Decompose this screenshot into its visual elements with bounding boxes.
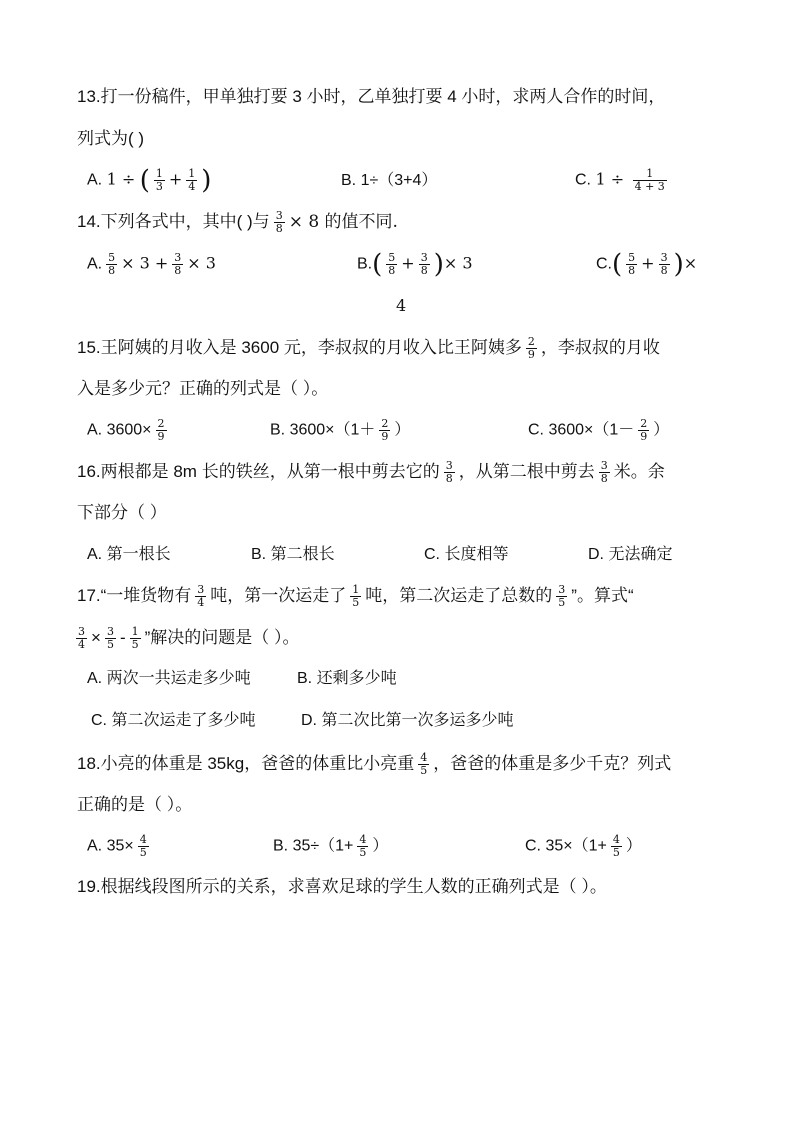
fraction: $\frac{3}{8}$ <box>660 251 668 277</box>
q17-option-b[interactable]: B. 还剩多少吨 <box>297 670 397 687</box>
expr-text: + <box>168 169 183 189</box>
option-label: A. <box>87 171 103 189</box>
option-label: C. <box>575 171 591 189</box>
fraction: $\frac{3}{4}$ <box>197 583 205 609</box>
q15-option-b[interactable]: B. 3600×（1＋ $\frac{2}{9}$ ） <box>270 417 411 443</box>
q14-option-b[interactable]: B.( $\frac{5}{8}$ + $\frac{3}{8}$ )× 3 <box>357 249 473 280</box>
fraction: $\frac{3}{8}$ <box>600 459 608 485</box>
q18-option-c[interactable]: C. 35×（1+ $\frac{4}{5}$ ） <box>525 833 642 859</box>
q13-option-b[interactable]: B. 1÷（3+4） <box>341 172 438 189</box>
fraction: $\frac{4}{5}$ <box>139 833 147 859</box>
q14-option-c-wrap: 4 <box>396 296 407 315</box>
fraction: $\frac{1}{5}$ <box>352 583 360 609</box>
q13-option-c[interactable] <box>575 168 671 193</box>
fraction: $\frac{1}{5}$ <box>131 625 139 651</box>
q16-option-a[interactable]: A. 第一根长 <box>87 546 171 563</box>
q16-option-c[interactable]: C. 长度相等 <box>424 546 509 563</box>
fraction: $\frac{2}{9}$ <box>157 417 165 443</box>
q13-line1: 13.打一份稿件，甲单独打要 3 小时，乙单独打要 4 小时，求两人合作的时间， <box>77 87 666 106</box>
fraction: $\frac{3}{8}$ <box>174 251 182 277</box>
fraction: $\frac{5}{8}$ <box>108 251 116 277</box>
fraction: $\frac{5}{8}$ <box>388 251 396 277</box>
paren-close: ) <box>201 165 212 196</box>
q14-option-c[interactable]: C.( $\frac{5}{8}$ + $\frac{3}{8}$ )× <box>596 249 698 280</box>
fraction: $\frac{3}{4}$ <box>78 625 85 651</box>
fraction: $\frac{1}{4}$ <box>188 167 196 193</box>
fraction: $\frac{4}{5}$ <box>612 833 620 859</box>
q18-option-b[interactable]: B. 35÷（1+ $\frac{4}{5}$ ） <box>273 833 389 859</box>
q14-line1: 14.下列各式中，其中( )与 $\frac{3}{8}$ × 8 的值不同. <box>77 209 398 235</box>
fraction: $\frac{5}{8}$ <box>628 251 636 277</box>
fraction: $\frac{2}{9}$ <box>381 417 389 443</box>
q17-line2: $\frac{3}{4}$ × $\frac{3}{5}$ - $\frac{1}{5}$ ”解决的问题是（ ）。 <box>78 625 300 651</box>
expr-text: 1 ÷ <box>595 169 625 189</box>
q19-line1: 19.根据线段图所示的关系，求喜欢足球的学生人数的正确列式是（ ）。 <box>77 877 607 896</box>
q15-line2: 入是多少元？正确的列式是（ ）。 <box>77 379 329 398</box>
fraction: $\frac{1}{4 + 3}$ <box>634 167 665 193</box>
q14-option-a[interactable]: A. $\frac{5}{8}$ × 3 + $\frac{3}{8}$ × 3 <box>87 251 216 277</box>
q16-line2: 下部分（ ） <box>77 503 167 522</box>
q15-line1: 15.王阿姨的月收入是 3600 元，李叔叔的月收入比王阿姨多 $\frac{2}{9}$ ，李叔叔的月收 <box>77 335 660 361</box>
q18-option-a[interactable]: A. 35× $\frac{4}{5}$ <box>87 833 147 859</box>
fraction: $\frac{4}{5}$ <box>359 833 367 859</box>
fraction: $\frac{4}{5}$ <box>420 751 428 777</box>
fraction: $\frac{3}{5}$ <box>558 583 566 609</box>
q15-option-a[interactable]: A. 3600× $\frac{2}{9}$ <box>87 417 165 443</box>
q17-option-a[interactable]: A. 两次一共运走多少吨 <box>87 670 251 687</box>
q16-option-b[interactable]: B. 第二根长 <box>251 546 335 563</box>
fraction: $\frac{3}{8}$ <box>445 459 453 485</box>
q18-line1: 18.小亮的体重是 35kg，爸爸的体重比小亮重 $\frac{4}{5}$ ，爸爸的体重是多少千克？列式 <box>77 751 672 777</box>
fraction: $\frac{2}{9}$ <box>640 417 648 443</box>
q17-line1: 17.“一堆货物有 $\frac{3}{4}$ 吨，第一次运走了 $\frac{1}{5}$ 吨，第二次运走了总数的 $\frac{3}{5}$ ”。算式“ <box>77 583 634 609</box>
q15-option-c[interactable]: C. 3600×（1－ $\frac{2}{9}$ ） <box>528 417 670 443</box>
fraction: $\frac{3}{8}$ <box>420 251 428 277</box>
paren-open: ( <box>139 165 150 196</box>
q17-option-c[interactable]: C. 第二次运走了多少吨 <box>91 712 256 729</box>
q17-option-d[interactable]: D. 第二次比第一次多运多少吨 <box>301 712 514 729</box>
fraction: $\frac{3}{5}$ <box>106 625 114 651</box>
q16-option-d[interactable]: D. 无法确定 <box>588 546 673 563</box>
fraction: $\frac{2}{9}$ <box>527 335 535 361</box>
expr-text: 1 ÷ <box>106 169 136 189</box>
q13-option-a[interactable] <box>87 165 212 196</box>
q13-line2: 列式为( ) <box>77 129 145 148</box>
fraction: $\frac{3}{8}$ <box>275 209 283 235</box>
fraction: $\frac{1}{3}$ <box>155 167 163 193</box>
q18-line2: 正确的是（ ）。 <box>77 795 193 814</box>
q16-line1: 16.两根都是 8m 长的铁丝，从第一根中剪去它的 $\frac{3}{8}$ ，从第二根中剪去 $\frac{3}{8}$ 米。余 <box>77 459 665 485</box>
